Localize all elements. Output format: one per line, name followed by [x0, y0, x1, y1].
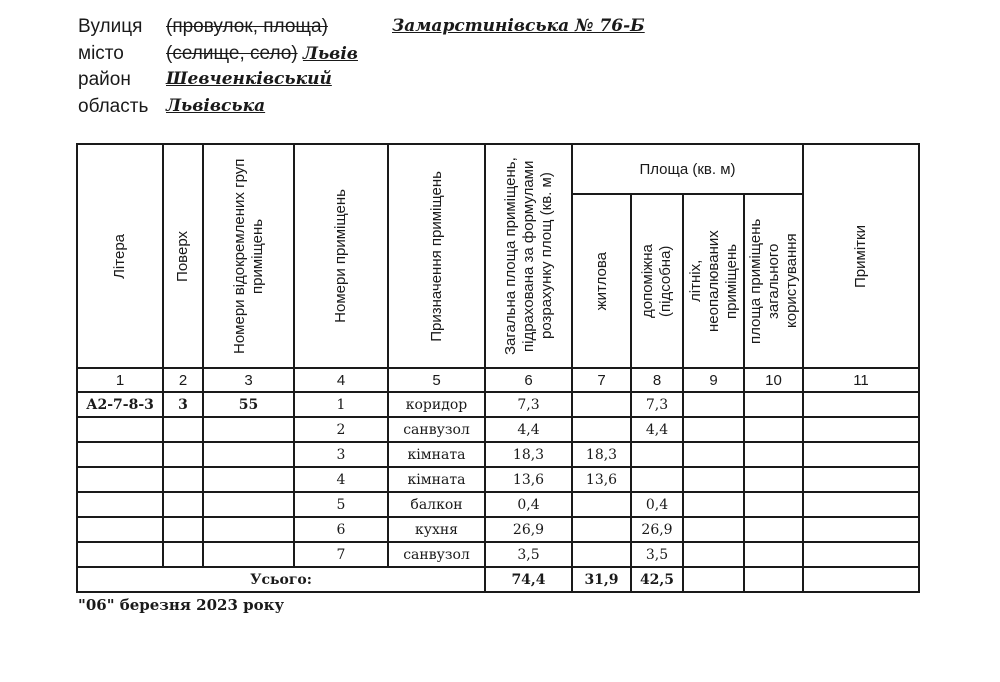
table-row [77, 392, 919, 417]
header-litera [77, 144, 163, 368]
cell-floor [163, 442, 203, 467]
cell-litera [77, 467, 163, 492]
table-row [77, 442, 919, 467]
cell-purpose: балкон [388, 492, 485, 517]
col-number: 7 [572, 368, 631, 392]
city-value: Львів [302, 44, 358, 64]
cell-living [572, 417, 631, 442]
header-notes [803, 144, 919, 368]
city-label: місто [78, 43, 124, 64]
cell-group: 55 [203, 392, 294, 417]
header-floor-text: Поверх [174, 230, 191, 282]
col-number: 3 [203, 368, 294, 392]
col-number: 6 [485, 368, 572, 392]
cell-total: 4,4 [485, 417, 572, 442]
cell-purpose: кімната [388, 467, 485, 492]
cell-floor [163, 417, 203, 442]
total-common [744, 567, 803, 592]
total-summer [683, 567, 744, 592]
total-area: 74,4 [485, 567, 572, 592]
cell-notes [803, 442, 919, 467]
cell-total: 7,3 [485, 392, 572, 417]
header-auxiliary-text: допоміжна (підсобна) [639, 244, 674, 319]
cell-litera: А2-7-8-3 [77, 392, 163, 417]
col-number: 8 [631, 368, 683, 392]
cell-aux: 4,4 [631, 417, 683, 442]
header-common-text: площа приміщень загального користування [746, 218, 800, 344]
document-date: "06" березня 2023 року [78, 596, 285, 614]
cell-total: 26,9 [485, 517, 572, 542]
premises-table [76, 143, 920, 593]
cell-living: 13,6 [572, 467, 631, 492]
cell-living [572, 517, 631, 542]
cell-floor: 3 [163, 392, 203, 417]
header-common [744, 194, 803, 368]
cell-room: 2 [294, 417, 388, 442]
cell-litera [77, 542, 163, 567]
cell-notes [803, 542, 919, 567]
cell-total: 0,4 [485, 492, 572, 517]
total-aux: 42,5 [631, 567, 683, 592]
cell-common [744, 467, 803, 492]
cell-room: 3 [294, 442, 388, 467]
cell-purpose: санвузол [388, 542, 485, 567]
total-notes [803, 567, 919, 592]
region-label: область [78, 96, 149, 117]
cell-floor [163, 492, 203, 517]
cell-group [203, 492, 294, 517]
header-total-area-text: Загальна площа приміщень, підрахована за формулами розрахунку площ (кв. м) [501, 157, 555, 355]
col-number: 5 [388, 368, 485, 392]
cell-floor [163, 517, 203, 542]
total-label: Усього: [77, 567, 485, 592]
cell-litera [77, 492, 163, 517]
col-number: 4 [294, 368, 388, 392]
cell-group [203, 542, 294, 567]
header-living [572, 194, 631, 368]
cell-litera [77, 517, 163, 542]
cell-purpose: кухня [388, 517, 485, 542]
cell-purpose: коридор [388, 392, 485, 417]
cell-room: 5 [294, 492, 388, 517]
cell-notes [803, 417, 919, 442]
cell-total: 13,6 [485, 467, 572, 492]
cell-total: 18,3 [485, 442, 572, 467]
header-floor [163, 144, 203, 368]
table-row [77, 542, 919, 567]
cell-room: 6 [294, 517, 388, 542]
table-row [77, 467, 919, 492]
cell-litera [77, 417, 163, 442]
street-value: Замарстинівська № 76-Б [392, 16, 645, 36]
cell-aux [631, 442, 683, 467]
street-alt [166, 13, 328, 40]
cell-aux: 3,5 [631, 542, 683, 567]
cell-group [203, 517, 294, 542]
cell-litera [77, 442, 163, 467]
street-alt-text: (провулок, площа) [166, 16, 328, 37]
cell-room: 4 [294, 467, 388, 492]
cell-summer [683, 467, 744, 492]
header-auxiliary [631, 194, 683, 368]
cell-summer [683, 392, 744, 417]
region-value: Львівська [166, 96, 266, 116]
cell-summer [683, 517, 744, 542]
cell-common [744, 392, 803, 417]
header-purpose [388, 144, 485, 368]
cell-living [572, 492, 631, 517]
cell-purpose: санвузол [388, 417, 485, 442]
address-block [0, 0, 1000, 130]
cell-room: 7 [294, 542, 388, 567]
cell-common [744, 542, 803, 567]
cell-living [572, 392, 631, 417]
col-number: 9 [683, 368, 744, 392]
total-row [77, 567, 919, 592]
cell-summer [683, 542, 744, 567]
table-row [77, 417, 919, 442]
cell-group [203, 417, 294, 442]
cell-notes [803, 492, 919, 517]
header-purpose-text: Призначення приміщень [427, 170, 445, 342]
table-row [77, 492, 919, 517]
col-number: 1 [77, 368, 163, 392]
header-total-area [485, 144, 572, 368]
cell-aux: 0,4 [631, 492, 683, 517]
cell-summer [683, 492, 744, 517]
cell-group [203, 467, 294, 492]
header-room-numbers-text: Номери приміщень [332, 189, 349, 323]
cell-common [744, 517, 803, 542]
cell-aux: 26,9 [631, 517, 683, 542]
cell-common [744, 442, 803, 467]
cell-aux [631, 467, 683, 492]
header-group-numbers [203, 144, 294, 368]
cell-living: 18,3 [572, 442, 631, 467]
cell-floor [163, 467, 203, 492]
district-value: Шевченківський [166, 69, 332, 89]
cell-total: 3,5 [485, 542, 572, 567]
header-summer-text: літніх, неопалюваних приміщень [686, 230, 740, 333]
street-label: Вулиця [78, 16, 143, 37]
header-living-text: житлова [592, 252, 610, 311]
col-number: 10 [744, 368, 803, 392]
cell-living [572, 542, 631, 567]
cell-room: 1 [294, 392, 388, 417]
cell-aux: 7,3 [631, 392, 683, 417]
header-litera-text: Літера [111, 233, 128, 279]
cell-purpose: кімната [388, 442, 485, 467]
header-room-numbers [294, 144, 388, 368]
district-label: район [78, 69, 131, 90]
city-alt [166, 40, 358, 68]
cell-group [203, 442, 294, 467]
header-group-numbers-text: Номери відокремлених груп приміщень [230, 158, 266, 354]
col-number: 11 [803, 368, 919, 392]
cell-common [744, 492, 803, 517]
cell-floor [163, 542, 203, 567]
city-alt-text: (селище, село) [166, 43, 298, 64]
col-number: 2 [163, 368, 203, 392]
cell-notes [803, 392, 919, 417]
cell-summer [683, 442, 744, 467]
cell-summer [683, 417, 744, 442]
cell-notes [803, 467, 919, 492]
header-notes-text: Примітки [852, 224, 869, 288]
cell-common [744, 417, 803, 442]
total-living: 31,9 [572, 567, 631, 592]
cell-notes [803, 517, 919, 542]
column-numbers-row [77, 368, 919, 392]
header-summer [683, 194, 744, 368]
table-row [77, 517, 919, 542]
header-area-group: Площа (кв. м) [572, 144, 803, 194]
